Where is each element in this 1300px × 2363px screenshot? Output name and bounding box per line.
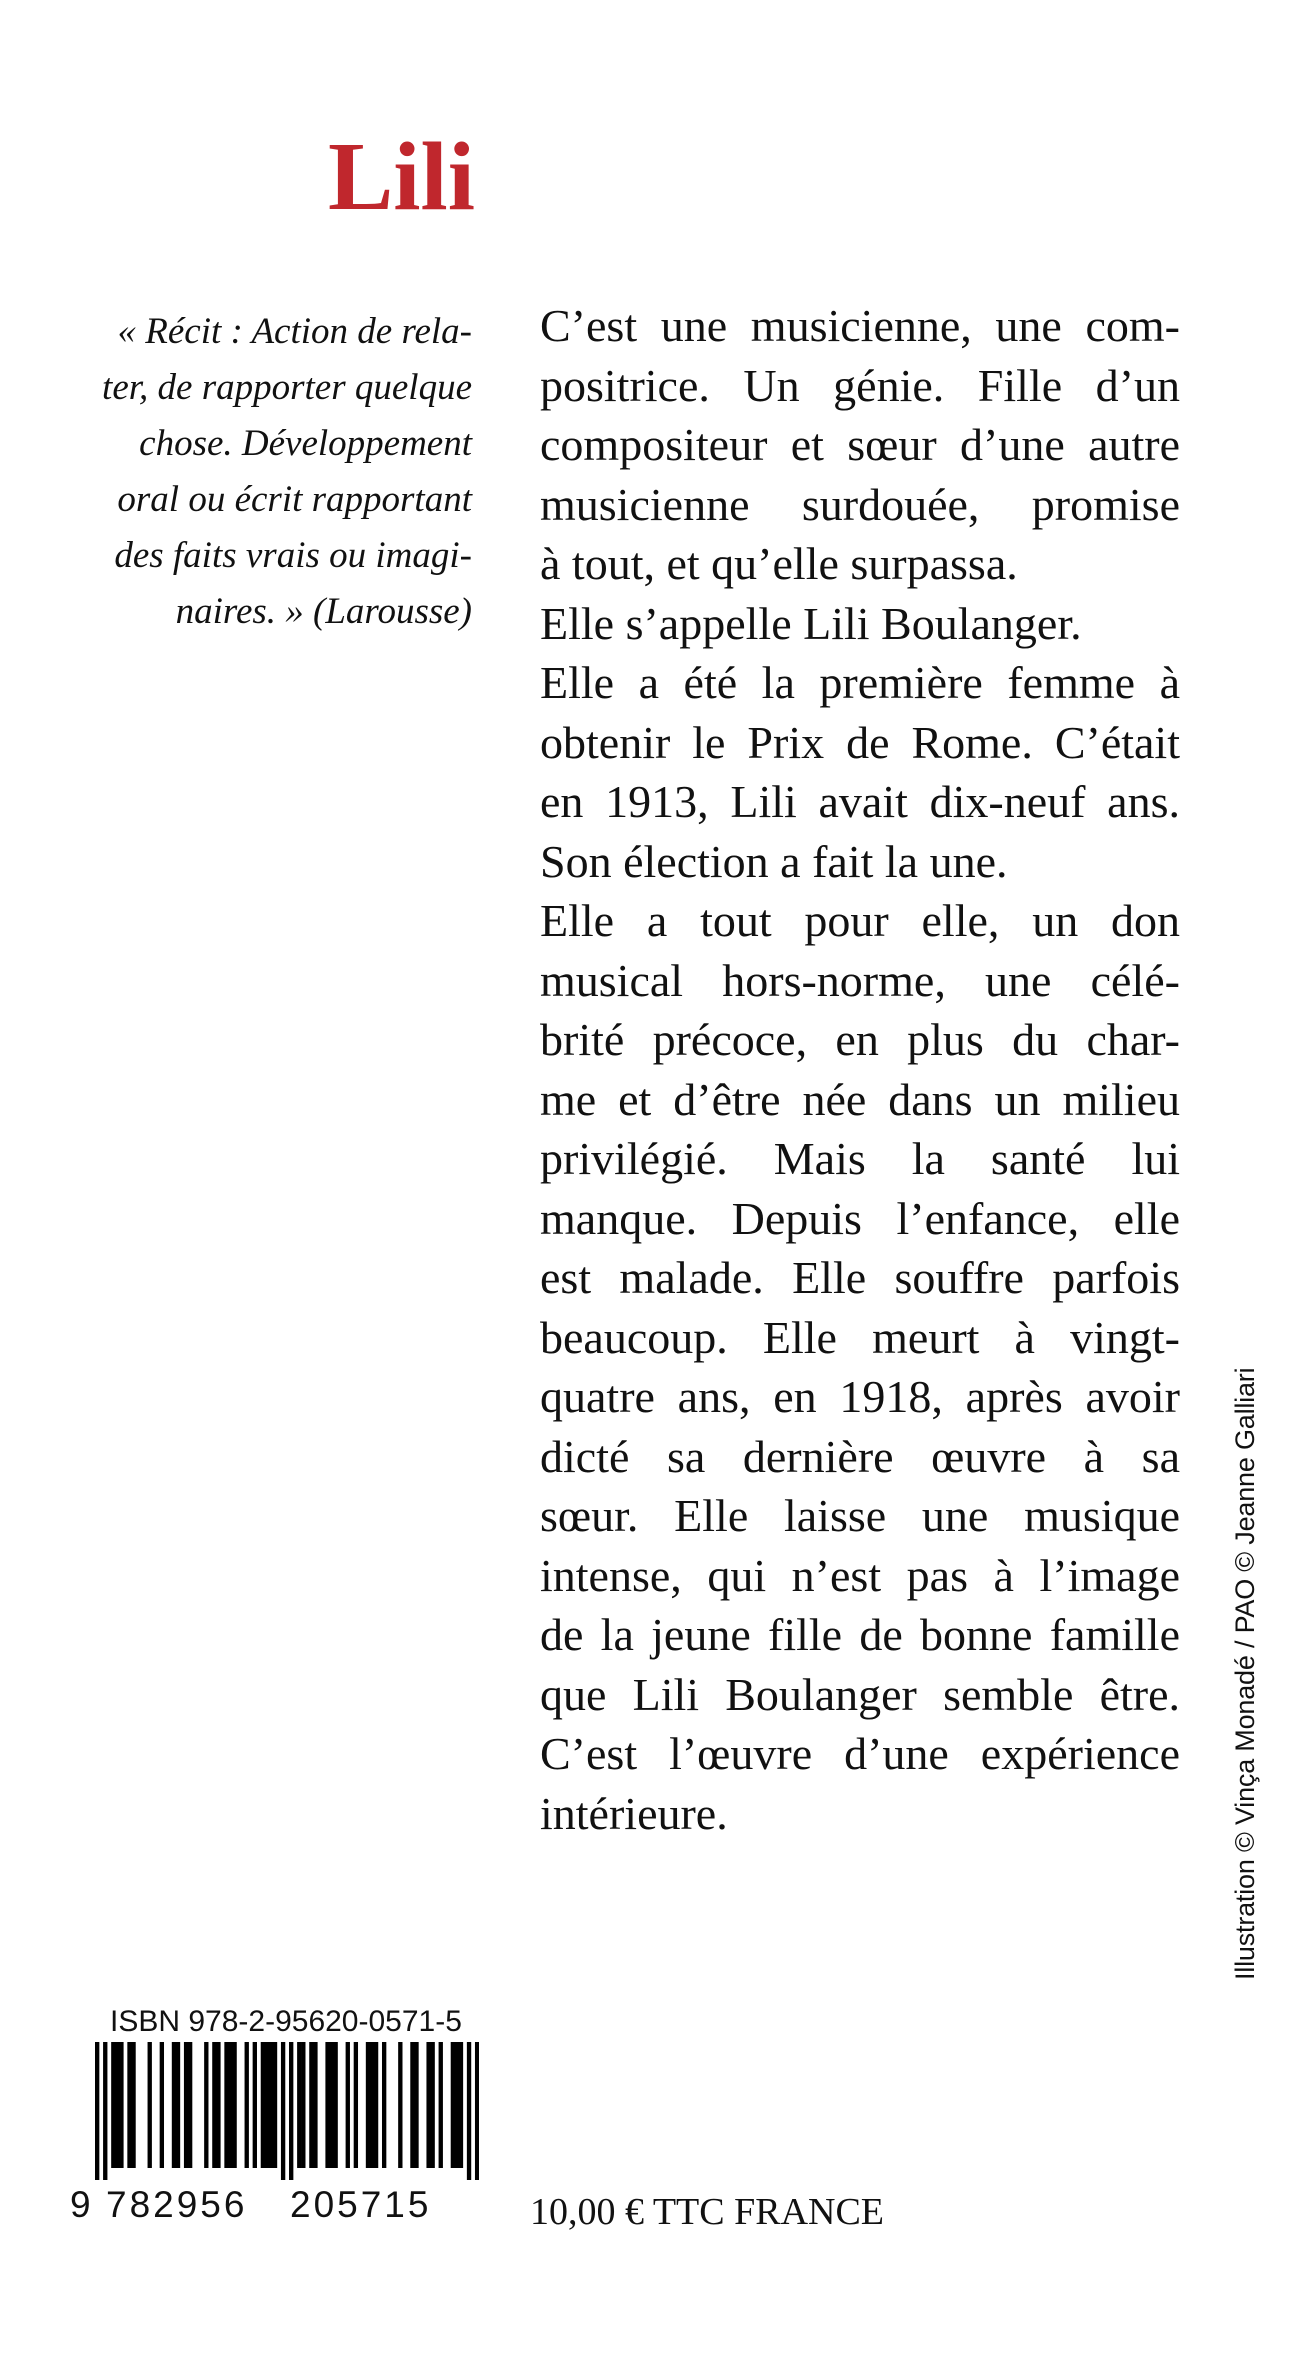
illustration-credit: Illustration © Vinça Monadé / PAO © Jeanne Galliari: [1230, 1367, 1260, 1980]
barcode-bar: [313, 2042, 317, 2168]
blurb-line: Elle a été la première femme à: [540, 657, 1180, 708]
barcode-bar: [430, 2042, 434, 2168]
barcode-bar: [228, 2042, 232, 2168]
isbn-number: ISBN 978-2-95620-0571-5: [110, 2005, 462, 2038]
barcode-bar: [115, 2042, 119, 2168]
blurb-line: compositeur et sœur d’une autre: [540, 419, 1180, 470]
barcode-bar: [309, 2042, 313, 2168]
blurb-line: intense, qui n’est pas à l’image: [540, 1549, 1180, 1601]
barcode-digit-first: 9: [70, 2184, 91, 2225]
blurb-line: me et d’être née dans un milieu: [540, 1073, 1180, 1125]
blurb-line: C’est l’œuvre d’une expérience: [540, 1728, 1180, 1779]
barcode-bar: [160, 2042, 164, 2168]
barcode-bar: [475, 2042, 479, 2180]
barcode-bar: [455, 2042, 459, 2168]
barcode-bar: [398, 2042, 402, 2168]
barcode-bar: [297, 2042, 301, 2168]
barcode-bar: [127, 2042, 131, 2168]
book-title: Lili: [327, 123, 475, 231]
barcode-bar: [273, 2042, 277, 2168]
barcode-bar: [382, 2042, 386, 2168]
blurb-line: positrice. Un génie. Fille d’un: [540, 359, 1180, 411]
barcode-bar: [253, 2042, 257, 2168]
blurb-line: dicté sa dernière œuvre à sa: [540, 1430, 1180, 1482]
barcode-bar: [426, 2042, 430, 2168]
barcode-bar: [374, 2042, 378, 2168]
barcode-bar: [354, 2042, 358, 2168]
blurb-line: privilégié. Mais la santé lui: [540, 1133, 1180, 1184]
barcode-digits-right: 205715: [290, 2184, 432, 2225]
barcode-bar: [265, 2042, 269, 2168]
barcode-digits-left: 782956: [106, 2184, 248, 2225]
barcode-bar: [333, 2042, 337, 2168]
blurb-line: obtenir le Prix de Rome. C’était: [540, 716, 1180, 768]
barcode-bar: [95, 2042, 99, 2180]
blurb-line: musicienne surdouée, promise: [540, 478, 1180, 530]
barcode-bar: [245, 2042, 249, 2168]
barcode-bar: [459, 2042, 463, 2168]
price-label: 10,00 € TTC FRANCE: [530, 2191, 885, 2233]
barcode-bar: [289, 2042, 293, 2180]
blurb-line: C’est une musicienne, une com-: [540, 300, 1180, 351]
blurb-line: intérieure.: [540, 1787, 728, 1839]
blurb-line: est malade. Elle souffre parfois: [540, 1252, 1180, 1303]
blurb-line: manque. Depuis l’enfance, elle: [540, 1192, 1180, 1244]
barcode-bar: [224, 2042, 228, 2168]
barcode-bar: [414, 2042, 418, 2168]
blurb-line: Son élection a fait la une.: [540, 835, 1008, 887]
epigraph-line: oral ou écrit rapportant: [117, 479, 472, 520]
barcode-bar: [188, 2042, 192, 2168]
blurb-line: que Lili Boulanger semble être.: [540, 1668, 1180, 1720]
barcode-bar: [329, 2042, 333, 2168]
barcode-bar: [103, 2042, 107, 2180]
barcode-bar: [269, 2042, 273, 2168]
barcode-bar: [212, 2042, 216, 2168]
barcode-bar: [366, 2042, 370, 2168]
blurb-text: [540, 296, 1180, 1843]
barcode-bar: [176, 2042, 180, 2168]
blurb-line: de la jeune fille de bonne famille: [540, 1609, 1180, 1660]
barcode-bar: [119, 2042, 123, 2168]
barcode-bar: [172, 2042, 176, 2168]
barcode-bar: [216, 2042, 220, 2168]
blurb-line: à tout, et qu’elle surpassa.: [540, 538, 1018, 589]
barcode-bar: [325, 2042, 329, 2168]
blurb-line: quatre ans, en 1918, après avoir: [540, 1371, 1180, 1422]
epigraph-line: naires. » (Larousse): [175, 591, 472, 632]
epigraph-quote: [40, 304, 472, 640]
barcode-bar: [111, 2042, 115, 2168]
epigraph-line: chose. Développement: [139, 423, 472, 464]
barcode-bar: [410, 2042, 414, 2168]
barcode-bar: [204, 2042, 208, 2168]
blurb-line: musical hors-norme, une célé-: [540, 954, 1180, 1006]
barcode-bar: [439, 2042, 443, 2168]
barcode-bar: [467, 2042, 471, 2180]
barcode-bar: [451, 2042, 455, 2168]
epigraph-line: ter, de rapporter quelque: [102, 367, 472, 408]
blurb-line: en 1913, Lili avait dix-neuf ans.: [540, 776, 1180, 827]
epigraph-line: « Récit : Action de rela-: [117, 311, 472, 352]
barcode-bar: [346, 2042, 350, 2168]
blurb-line: beaucoup. Elle meurt à vingt-: [540, 1311, 1180, 1363]
barcode-digits: [70, 2184, 480, 2226]
barcode-bar: [370, 2042, 374, 2168]
blurb-line: brité précoce, en plus du char-: [540, 1014, 1180, 1065]
barcode-bar: [281, 2042, 285, 2180]
blurb-line: Elle a tout pour elle, un don: [540, 895, 1180, 946]
blurb-line: Elle s’appelle Lili Boulanger.: [540, 597, 1082, 649]
barcode-bar: [232, 2042, 236, 2168]
barcode-bar: [301, 2042, 305, 2168]
barcode-bar: [261, 2042, 265, 2168]
barcode-bar: [184, 2042, 188, 2168]
epigraph-line: des faits vrais ou imagi-: [114, 535, 472, 576]
isbn-barcode: [95, 2042, 479, 2180]
blurb-line: sœur. Elle laisse une musique: [540, 1490, 1180, 1541]
barcode-bar: [148, 2042, 152, 2168]
barcode-bar: [131, 2042, 135, 2168]
